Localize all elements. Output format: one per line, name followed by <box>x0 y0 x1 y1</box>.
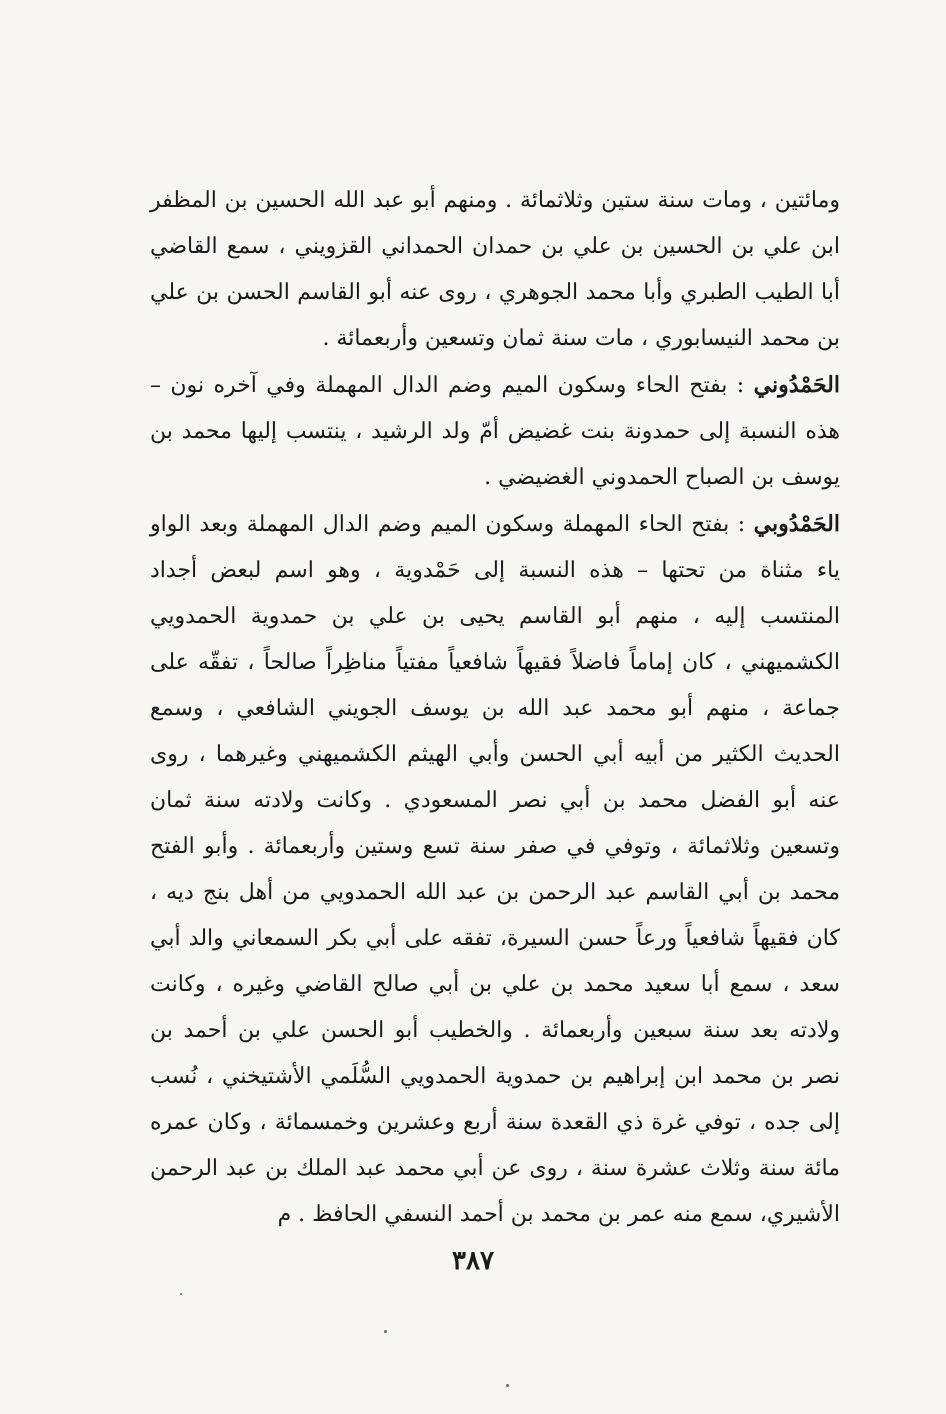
scan-speck <box>180 1293 182 1295</box>
page-number: ٣٨٧ <box>452 1246 494 1276</box>
entry-text: : بفتح الحاء وسكون الميم وضم الدال المهملة وفي آخره نون – هذه النسبة إلى حمدونة بنت غضيض أمّ ولد الرشيد ، ينتسب إليها محمد بن يوسف بن الصباح الحمدوني الغضيضي . <box>150 373 841 490</box>
entry-headword: الحَمْدُوني <box>753 372 840 398</box>
scan-speck <box>506 1384 509 1387</box>
entry-headword: الحَمْدُوبي <box>753 511 840 537</box>
paragraph-continuation <box>150 178 840 362</box>
entry-hamduyi <box>150 501 840 1238</box>
entry-text: : بفتح الحاء المهملة وسكون الميم وضم الدال المهملة وبعد الواو ياء مثناة من تحتها – هذه النسبة إلى حَمْدوية ، وهو اسم لبعض أجداد المنتسب إليه ، منهم أبو القاسم يحيى بن علي بن حمدوية الحمدويي الكشميهني ، كان إماماً فاضلاً فقيهاً شافعياً مفتياً مناظِراً صالحاً ، تفقّه على جماعة ، منهم أبو محمد عبد الله بن يوسف الجويني الشافعي ، وسمع الحديث الكثير من أبيه أبي الحسن وأبي الهيثم الكشميهني وغيرهما ، روى عنه أبو الفضل محمد بن أبي نصر المسعودي . وكانت ولادته سنة ثمان وتسعين وثلاثمائة ، وتوفي في صفر سنة تسع وستين وأربعمائة . وأبو الفتح محمد بن أبي القاسم عبد الرحمن بن عبد الله الحمدويي من أهل بنج ديه ، كان فقيهاً شافعياً ورعاً حسن السيرة، تفقه على أبي بكر السمعاني والد أبي سعد ، سمع أبا سعيد محمد بن علي بن أبي صالح القاضي وغيره ، وكانت ولادته بعد سنة سبعين وأربعمائة . والخطيب أبو الحسن علي بن أحمد بن نصر بن محمد ابن إبراهيم بن حمدوية الحمدويي السُّلَمي الأشتيخني ، نُسب إلى جده ، توفي غرة ذي القعدة سنة أربع وعشرين وخمسمائة ، وكان عمره مائة سنة وثلاث عشرة سنة ، روى عن أبي محمد عبد الملك بن عبد الرحمن الأشيري، سمع منه عمر بن محمد بن أحمد النسفي الحافظ . م <box>150 512 840 1227</box>
scan-speck <box>384 1330 387 1333</box>
entry-hamduni <box>150 362 840 501</box>
paragraph-text: ومائتين ، ومات سنة ستين وثلاثمائة . ومنهم أبو عبد الله الحسين بن المظفر ابن علي بن الحسين بن علي بن حمدان الحمداني القزويني ، سمع القاضي أبا الطيب الطبري وأبا محمد الجوهري ، روى عنه أبو القاسم الحسن بن علي بن محمد النيسابوري ، مات سنة ثمان وتسعين وأربعمائة . <box>150 188 840 351</box>
body-text <box>150 178 840 1238</box>
